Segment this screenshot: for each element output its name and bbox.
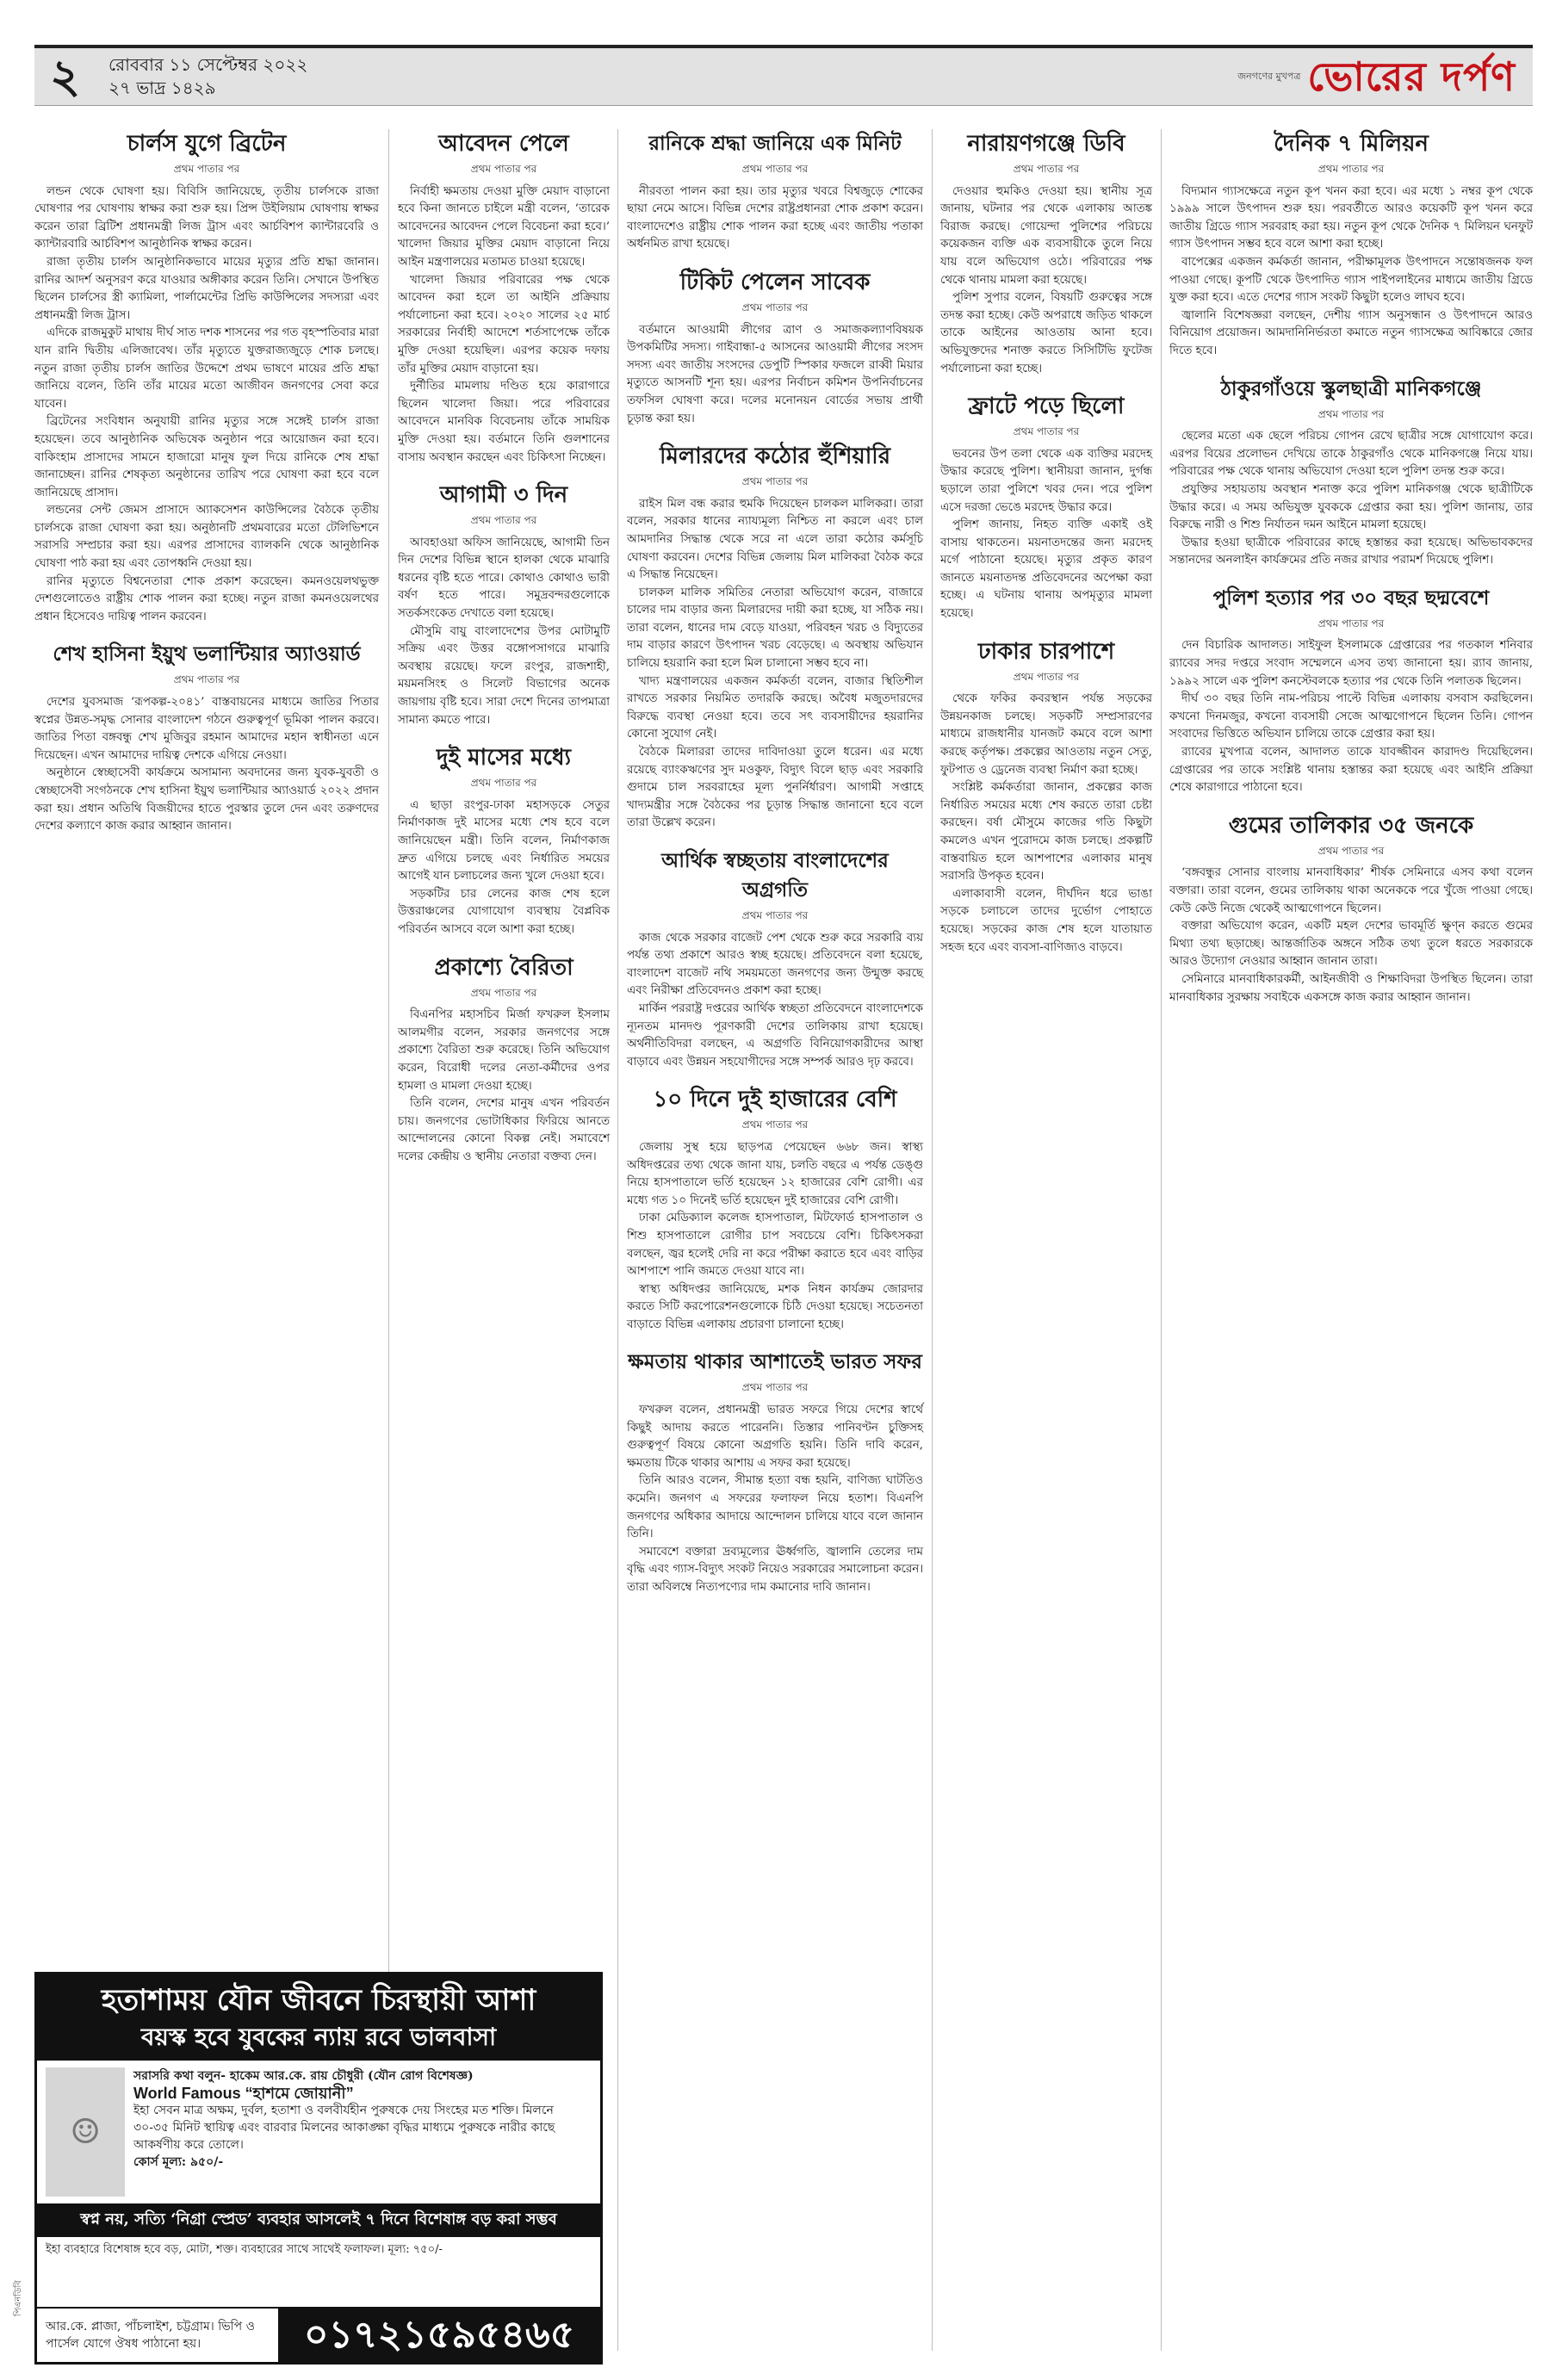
- story-paragraph: তিনি বলেন, দেশের মানুষ এখন পরিবর্তন চায়। জনগণের ভোটাধিকার ফিরিয়ে আনতে আন্দোলনের কোনো বিকল্প নেই। সমাবেশে দলের কেন্দ্রীয় ও স্থানীয় নেতারা বক্তব্য দেন।: [398, 1097, 610, 1163]
- newspaper-logo: [1237, 48, 1516, 105]
- logo-name: ভোরের দর্পণ: [1307, 53, 1516, 100]
- story-paragraph: দীর্ঘ ৩০ বছর তিনি নাম-পরিচয় পাল্টে বিভিন্ন এলাকায় বসবাস করছিলেন। কখনো দিনমজুর, কখনো ব্যবসায়ী সেজে আত্মগোপনে ছিলেন তিনি। গোপন সংবাদের ভিত্তিতে অভিযান চালিয়ে তাকে গ্রেপ্তার করা হয়।: [1169, 692, 1533, 741]
- story-body: [627, 1139, 923, 1335]
- story-paragraph: ভবনের উপ তলা থেকে এক ব্যক্তির মরদেহ উদ্ধার করেছে পুলিশ। স্থানীয়রা জানান, দুর্গন্ধ ছড়ালে তারা পুলিশে খবর দেন। পরে পুলিশ এসে দরজা ভেঙে মরদেহ উদ্ধার করে।: [940, 447, 1152, 514]
- story-paragraph: বিদ্যমান গ্যাসক্ষেত্রে নতুন কূপ খনন করা হবে। এর মধ্যে ১ নম্বর কূপ থেকে ১৯৯৯ সালে উৎপাদন শুরু হয়। পরবর্তীতে আরও কয়েকটি কূপ খনন করে জাতীয় গ্রিডে গ্যাস সরবরাহ করা হয়। নতুন কূপ থেকে দৈনিক ৭ মিলিয়ন ঘনফুট গ্যাস উৎপাদন সম্ভব হবে বলে আশা করা হচ্ছে।: [1169, 184, 1533, 251]
- issue-dates: [108, 53, 307, 100]
- news-story: [940, 129, 1152, 378]
- news-story: [398, 480, 610, 729]
- masthead: [34, 45, 1533, 106]
- story-paragraph: পুলিশ জানায়, নিহত ব্যক্তি একাই ওই বাসায় থাকতেন। ময়নাতদন্তের জন্য মরদেহ মর্গে পাঠানো হয়েছে। মৃত্যুর প্রকৃত কারণ জানতে ময়নাতদন্ত প্রতিবেদনের অপেক্ষা করা হচ্ছে। এ ঘটনায় থানায় অপমৃত্যুর মামলা হয়েছে।: [940, 518, 1152, 621]
- story-paragraph: অনুষ্ঠানে স্বেচ্ছাসেবী কার্যক্রমে অসামান্য অবদানের জন্য যুবক-যুবতী ও স্বেচ্ছাসেবী সংগঠনকে শেখ হাসিনা ইয়ুথ ভলান্টিয়ার অ্যাওয়ার্ড ২০২২ প্রদান করা হয়। প্রধান অতিথি বিজয়ীদের হাতে পুরস্কার তুলে দেন এবং তরুণদের দেশের কল্যাণে কাজ করার আহ্বান জানান।: [34, 766, 379, 834]
- column-separator: [932, 129, 933, 2351]
- ad-phone-number: ০১৭২১৫৯৫৪৬৫: [278, 2309, 600, 2362]
- continued-label: প্রথম পাতার পর: [741, 163, 809, 175]
- story-paragraph: দেন বিচারিক আদালত। সাইফুল ইসলামকে গ্রেপ্তারের পর গতকাল শনিবার র‌্যাবের সদর দপ্তরে সংবাদ সম্মেলনে এসব তথ্য জানানো হয়। র‌্যাব জানায়, ১৯৯২ সালে এক পুলিশ কনস্টেবলকে হত্যার পর থেকে তিনি পলাতক ছিলেন।: [1169, 639, 1533, 688]
- news-story: [940, 392, 1152, 623]
- story-paragraph: বর্তমানে আওয়ামী লীগের ত্রাণ ও সমাজকল্যাণবিষয়ক উপকমিটির সদস্য। গাইবান্ধা-৫ আসনের আওয়ামী লীগের সংসদ সদস্য এবং জাতীয় সংসদের ডেপুটি স্পিকার ফজলে রাব্বী মিয়ার মৃত্যুতে আসনটি শূন্য হয়। এরপর নির্বাচন কমিশন উপনির্বাচনের তফসিল ঘোষণা করে। দলের মনোনয়ন বোর্ডের সভায় প্রার্থী চূড়ান্ত করা হয়।: [627, 323, 923, 425]
- column-5: [1169, 129, 1533, 1020]
- story-paragraph: র‌্যাবের মুখপাত্র বলেন, আদালত তাকে যাবজ্জীবন কারাদণ্ড দিয়েছিলেন। গ্রেপ্তারের পর তাকে সংশ্লিষ্ট থানায় হস্তান্তর করা হয়েছে এবং আইনি প্রক্রিয়া শেষে কারাগারে পাঠানো হবে।: [1169, 746, 1533, 795]
- continued-label: প্রথম পাতার পর: [1013, 670, 1080, 683]
- doctor-photo-icon: ☺: [46, 2067, 125, 2197]
- continued-label: প্রথম পাতার পর: [173, 163, 240, 175]
- story-paragraph: সড়কটির চার লেনের কাজ শেষ হলে উত্তরাঞ্চলের যোগাযোগ ব্যবস্থায় বৈপ্লবিক পরিবর্তন আসবে বলে আশা করা হচ্ছে।: [398, 887, 610, 936]
- story-paragraph: বিএনপির মহাসচিব মির্জা ফখরুল ইসলাম আলমগীর বলেন, সরকার জনগণের সঙ্গে প্রকাশ্যে বৈরিতা শুরু করেছে। তিনি অভিযোগ করেন, বিরোধী দলের নেতা-কর্মীদের ওপর হামলা ও মামলা দেওয়া হচ্ছে।: [398, 1008, 610, 1093]
- news-story: [398, 953, 610, 1167]
- story-paragraph: ‘বঙ্গবন্ধুর সোনার বাংলায় মানবাধিকার’ শীর্ষক সেমিনারে এসব কথা বলেন বক্তারা। তারা বলেন, গুমের তালিকায় থাকা অনেককে পরে খুঁজে পাওয়া গেছে। কেউ কেউ নিজে থেকেই আত্মগোপনে ছিলেন।: [1169, 866, 1533, 915]
- story-paragraph: লন্ডন থেকে ঘোষণা হয়। বিবিসি জানিয়েছে, তৃতীয় চার্লসকে রাজা ঘোষণার পর ঘোষণায় স্বাক্ষর করা শুরু হয়। প্রিন্স উইলিয়াম ঘোষণায় স্বাক্ষর করেন তারা ব্রিটিশ প্রধানমন্ত্রী লিজ ট্রাস এবং আর্চবিশপ ক্যান্টারবেরি ও ক্যান্টারবারি আর্চবিশপ আনুষ্ঠানিক স্বাক্ষর করেন।: [34, 184, 379, 251]
- story-paragraph: নীরবতা পালন করা হয়। তার মৃত্যুর খবরে বিশ্বজুড়ে শোকের ছায়া নেমে আসে। বিভিন্ন দেশের রাষ্ট্রপ্রধানরা শোক প্রকাশ করেন। বাংলাদেশেও রাষ্ট্রীয় শোক পালন করা হচ্ছে এবং জাতীয় পতাকা অর্ধনমিত রাখা হয়েছে।: [627, 184, 923, 251]
- story-body: [627, 930, 923, 1072]
- story-headline: প্রকাশ্যে বৈরিতা: [434, 954, 574, 981]
- story-paragraph: দেওয়ার হুমকিও দেওয়া হয়। স্থানীয় সূত্র জানায়, ঘটনার পর থেকে এলাকায় আতঙ্ক বিরাজ করছে। গোয়েন্দা পুলিশের পরিচয়ে কয়েকজন ব্যক্তি এক ব্যবসায়ীকে তুলে নিয়ে যায় বলে অভিযোগ ওঠে। পরিবারের পক্ষ থেকে থানায় মামলা করা হয়েছে।: [940, 184, 1152, 287]
- story-body: [627, 496, 923, 833]
- news-story: [627, 1348, 923, 1596]
- column-1: [34, 129, 379, 850]
- news-story: [34, 129, 379, 626]
- continued-label: প্রথম পাতার পর: [741, 475, 809, 488]
- side-code: পিএনডিবি: [14, 2280, 23, 2316]
- ad-strip: স্বপ্ন নয়, সত্যি ‘নিগ্রা স্প্রেড’ ব্যবহার আসলেই ৭ দিনে বিশেষাঙ্গ বড় করা সম্ভব: [37, 2203, 600, 2237]
- story-body: [34, 694, 379, 836]
- story-headline: চার্লস যুগে ব্রিটেন: [127, 131, 287, 157]
- story-paragraph: রানির মৃত্যুতে বিশ্বনেতারা শোক প্রকাশ করেছেন। কমনওয়েলথভুক্ত দেশগুলোতেও রাষ্ট্রীয় শোক পালন করা হচ্ছে। নতুন রাজা কমনওয়েলথের প্রধান হিসেবেও দায়িত্ব পালন করবেন।: [34, 574, 379, 623]
- news-story: [398, 129, 610, 467]
- ad-intro: সরাসরি কথা বলুন- হাকেম আর.কে. রায় চৌধুরী (যৌন রোগ বিশেষজ্ঞ): [133, 2069, 474, 2083]
- news-story: [627, 129, 923, 254]
- ad-note: ইহা ব্যবহারে বিশেষাঙ্গ হবে বড়, মোটা, শক্ত। ব্যবহারের সাথে সাথেই ফলাফল। মূল্য: ৭৫০/-: [46, 2243, 443, 2256]
- advertisement: [34, 1972, 603, 2365]
- story-body: [398, 797, 610, 939]
- story-paragraph: মৌসুমি বায়ু বাংলাদেশের উপর মোটামুটি সক্রিয় এবং উত্তর বঙ্গোপসাগরে মাঝারি অবস্থায় রয়েছে। ফলে রংপুর, রাজশাহী, ময়মনসিংহ ও সিলেট বিভাগের অনেক জায়গায় বৃষ্টি হবে। সারা দেশে দিনের তাপমাত্রা সামান্য কমতে পারে।: [398, 624, 610, 727]
- story-headline: নারায়ণগঞ্জে ডিবি: [967, 131, 1125, 157]
- news-story: [627, 846, 923, 1071]
- news-story: [627, 1085, 923, 1334]
- ad-description: ইহা সেবন মাত্র অক্ষম, দুর্বল, হতাশা ও বলবীর্যহীন পুরুষকে দেয় সিংহের মত শক্তি। মিলনে ৩০-৩৫ মিনিট স্থায়িত্ব এবং বারবার মিলনের আকাঙ্ক্ষা বৃদ্ধির মাধ্যমে পুরুষকে নারীর কাছে আকর্ষণীয় করে তোলে।: [133, 2104, 555, 2152]
- story-paragraph: লন্ডনের সেন্ট জেমস প্রাসাদে অ্যাকসেশন কাউন্সিলের বৈঠকে তৃতীয় চার্লসকে রাজা ঘোষণা করা হয়। অনুষ্ঠানটি প্রথমবারের মতো টেলিভিশনে সরাসরি সম্প্রচার করা হয়। এরপর প্রাসাদের ব্যালকনি থেকে আনুষ্ঠানিক ঘোষণা পাঠ করা হয় এবং তোপধ্বনি দেওয়া হয়।: [34, 504, 379, 571]
- story-paragraph: রাইস মিল বন্ধ করার হুমকি দিয়েছেন চালকল মালিকরা। তারা বলেন, সরকার ধানের ন্যায্যমূল্য নিশ্চিত না করলে এবং চাল আমদানির সিদ্ধান্ত থেকে সরে না এলে তারা কঠোর কর্মসূচি ঘোষণা করবেন। দেশের বিভিন্ন জেলায় মিল মালিকরা বৈঠক করে এ সিদ্ধান্ত নিয়েছেন।: [627, 497, 923, 582]
- story-body: [627, 183, 923, 254]
- story-paragraph: থেকে ফকির কবরস্থান পর্যন্ত সড়কের উন্নয়নকাজ চলছে। সড়কটি সম্প্রসারণের মাধ্যমে রাজধানীর যানজট কমবে বলে আশা করছে কর্তৃপক্ষ। প্রকল্পের আওতায় নতুন সেতু, ফুটপাত ও ড্রেনেজ ব্যবস্থা নির্মাণ করা হচ্ছে।: [940, 692, 1152, 777]
- story-headline: ১০ দিনে দুই হাজারের বেশি: [653, 1087, 897, 1113]
- continued-label: প্রথম পাতার পর: [470, 514, 537, 527]
- story-paragraph: ফখরুল বলেন, প্রধানমন্ত্রী ভারত সফরে গিয়ে দেশের স্বার্থে কিছুই আদায় করতে পারেননি। তিস্তার পানিবণ্টন চুক্তিসহ গুরুত্বপূর্ণ বিষয়ে কোনো অগ্রগতি হয়নি। তিনি দাবি করেন, ক্ষমতায় টিকে থাকার আশায় এ সফর করা হয়েছে।: [627, 1404, 923, 1470]
- news-story: [1169, 584, 1533, 797]
- story-paragraph: বাপেক্সের একজন কর্মকর্তা জানান, পরীক্ষামূলক উৎপাদনে সন্তোষজনক ফল পাওয়া গেছে। কূপটি থেকে উৎপাদিত গ্যাস পাইপলাইনের মাধ্যমে জাতীয় গ্রিডে যুক্ত করা হবে। এতে দেশের গ্যাস সংকট কিছুটা হলেও লাঘব হবে।: [1169, 255, 1533, 305]
- news-story: [1169, 129, 1533, 361]
- story-paragraph: রাজা তৃতীয় চার্লস আনুষ্ঠানিকভাবে মায়ের মৃত্যুর প্রতি শ্রদ্ধা জানান। রানির আদর্শ অনুসরণ করে যাওয়ার অঙ্গীকার করেন তিনি। সেখানে উপস্থিত ছিলেন চার্লসের স্ত্রী ক্যামিলা, পার্লামেন্টের প্রিভি কাউন্সিলের সদস্যরা এবং প্রধানমন্ত্রী লিজ ট্রাস।: [34, 255, 379, 322]
- continued-label: প্রথম পাতার পর: [470, 777, 537, 790]
- continued-label: প্রথম পাতার পর: [1318, 617, 1385, 629]
- story-body: [1169, 183, 1533, 361]
- story-paragraph: স্বাস্থ্য অধিদপ্তর জানিয়েছে, মশক নিধন কার্যক্রম জোরদার করতে সিটি করপোরেশনগুলোকে চিঠি দেওয়া হয়েছে। সচেতনতা বাড়াতে বিভিন্ন এলাকায় প্রচারণা চালানো হচ্ছে।: [627, 1282, 923, 1331]
- story-headline: রানিকে শ্রদ্ধা জানিয়ে এক মিনিট: [648, 132, 902, 155]
- continued-label: প্রথম পাতার পর: [741, 301, 809, 313]
- column-3: [627, 129, 923, 1611]
- ad-body: [37, 2061, 600, 2197]
- story-headline: ক্ষমতায় থাকার আশাতেই ভারত সফর: [628, 1350, 922, 1374]
- story-paragraph: ব্রিটেনের সংবিধান অনুযায়ী রানির মৃত্যুর সঙ্গে সঙ্গেই চার্লস রাজা হয়েছেন। তবে আনুষ্ঠানিক অভিষেক অনুষ্ঠান পরে আয়োজন করা হবে। বাকিংহাম প্রাসাদের সামনে হাজারো মানুষ ফুল দিয়ে রানিকে শেষ শ্রদ্ধা জানাচ্ছেন। রানির শেষকৃত্য অনুষ্ঠানের তারিখ পরে ঘোষণা করা হবে বলে জানিয়েছে প্রাসাদ।: [34, 415, 379, 499]
- continued-label: প্রথম পাতার পর: [741, 909, 809, 921]
- story-paragraph: সংশ্লিষ্ট কর্মকর্তারা জানান, প্রকল্পের কাজ নির্ধারিত সময়ের মধ্যে শেষ করতে তারা চেষ্টা করছেন। বর্ষা মৌসুমে কাজের গতি কিছুটা কমলেও এখন পুরোদমে কাজ চলছে। প্রকল্পটি বাস্তবায়িত হলে আশপাশের এলাকার মানুষ সরাসরি উপকৃত হবেন।: [940, 781, 1152, 883]
- continued-label: প্রথম পাতার পর: [173, 673, 240, 686]
- continued-label: প্রথম পাতার পর: [1318, 407, 1385, 420]
- ad-footer: [37, 2307, 600, 2362]
- story-paragraph: এ ছাড়া রংপুর-ঢাকা মহাসড়কে সেতুর নির্মাণকাজ দুই মাসের মধ্যে শেষ হবে বলে জানিয়েছেন মন্ত্রী। তিনি বলেন, নির্মাণকাজ দ্রুত এগিয়ে চলছে এবং নির্ধারিত সময়ের আগেই যান চলাচলের জন্য খুলে দেওয়া হবে।: [398, 798, 610, 883]
- news-story: [1169, 375, 1533, 570]
- story-body: [940, 691, 1152, 957]
- continued-label: প্রথম পাতার পর: [1013, 425, 1080, 438]
- story-headline: ফ্রাটে পড়ে ছিলো: [968, 394, 1125, 420]
- story-headline: গুমের তালিকার ৩৫ জনকে: [1228, 812, 1474, 839]
- story-headline: পুলিশ হত্যার পর ৩০ বছর ছদ্মবেশে: [1212, 586, 1490, 610]
- column-separator: [1161, 129, 1162, 2351]
- story-headline: দুই মাসের মধ্যে: [436, 745, 572, 772]
- story-paragraph: জেলায় সুস্থ হয়ে ছাড়পত্র পেয়েছেন ৬৬৮ জন। স্বাস্থ্য অধিদপ্তরের তথ্য থেকে জানা যায়, চলতি বছরে এ পর্যন্ত ডেঙ্গু নিয়ে হাসপাতালে ভর্তি হয়েছেন ১২ হাজারের বেশি রোগী। এর মধ্যে গত ১০ দিনেই ভর্তি হয়েছেন দুই হাজারের বেশি রোগী।: [627, 1140, 923, 1207]
- story-paragraph: তিনি আরও বলেন, সীমান্ত হত্যা বন্ধ হয়নি, বাণিজ্য ঘাটতিও কমেনি। জনগণ এ সফরের ফলাফল নিয়ে হতাশ। বিএনপি জনগণের অধিকার আদায়ে আন্দোলন চালিয়ে যাবে বলে জানান তিনি।: [627, 1474, 923, 1541]
- continued-label: প্রথম পাতার পর: [470, 163, 537, 175]
- story-headline: মিলারদের কঠোর হুঁশিয়ারি: [660, 443, 890, 470]
- news-story: [34, 640, 379, 835]
- story-paragraph: এলাকাবাসী বলেন, দীর্ঘদিন ধরে ভাঙা সড়কে চলাচলে তাদের দুর্ভোগ পোহাতে হয়েছে। সড়কের কাজ শেষ হলে যাতায়াত সহজ হবে এবং ব্যবসা-বাণিজ্যও বাড়বে।: [940, 887, 1152, 954]
- story-body: [1169, 428, 1533, 570]
- logo-tagline: জনগণের মুখপত্র: [1237, 70, 1301, 82]
- story-paragraph: আবহাওয়া অফিস জানিয়েছে, আগামী তিন দিন দেশের বিভিন্ন স্থানে হালকা থেকে মাঝারি ধরনের বৃষ্টি হতে পারে। কোথাও কোথাও ভারী বর্ষণ হতে পারে। সমুদ্রবন্দরগুলোকে সতর্কসংকেত দেখাতে বলা হয়েছে।: [398, 536, 610, 621]
- continued-label: প্রথম পাতার পর: [470, 986, 537, 999]
- story-paragraph: সেমিনারে মানবাধিকারকর্মী, আইনজীবী ও শিক্ষাবিদরা উপস্থিত ছিলেন। তারা মানবাধিকার সুরক্ষায় সবাইকে একসঙ্গে কাজ করার আহ্বান জানান।: [1169, 972, 1533, 1004]
- story-headline: আগামী ৩ দিন: [439, 482, 568, 509]
- story-paragraph: বক্তারা অভিযোগ করেন, একটি মহল দেশের ভাবমূর্তি ক্ষুণ্ন করতে গুমের মিথ্যা তথ্য ছড়াচ্ছে। আন্তর্জাতিক অঙ্গনে সঠিক তথ্য তুলে ধরতে সরকারকে আরও উদ্যোগ নেওয়ার আহ্বান জানান তারা।: [1169, 920, 1533, 969]
- story-paragraph: দেশের যুবসমাজ ‘রূপকল্প-২০৪১’ বাস্তবায়নের মাধ্যমে জাতির পিতার স্বপ্নের উন্নত-সমৃদ্ধ সোনার বাংলাদেশ গঠনে গুরুত্বপূর্ণ ভূমিকা পালন করবে। জাতির পিতা বঙ্গবন্ধু শেখ মুজিবুর রহমান আমাদের মহান স্বাধীনতা এনে দিয়েছেন। এখন আমাদের দায়িত্ব দেশকে এগিয়ে নেওয়া।: [34, 696, 379, 762]
- story-body: [940, 446, 1152, 623]
- story-paragraph: ছেলের মতো এক ছেলে পরিচয় গোপন রেখে ছাত্রীর সঙ্গে যোগাযোগ করে। এরপর বিয়ের প্রলোভন দেখিয়ে তাকে ঠাকুরগাঁও থেকে মানিকগঞ্জে নিয়ে যায়। পরিবারের পক্ষ থেকে থানায় অভিযোগ দেওয়া হলে পুলিশ তদন্ত শুরু করে।: [1169, 430, 1533, 479]
- story-body: [398, 183, 610, 468]
- story-paragraph: খাদ্য মন্ত্রণালয়ের একজন কর্মকর্তা বলেন, বাজার স্থিতিশীল রাখতে সরকার নিয়মিত তদারকি করছে। অবৈধ মজুতদারদের বিরুদ্ধে ব্যবস্থা নেওয়া হবে। তবে সৎ ব্যবসায়ীদের হয়রানির কোনো সুযোগ নেই।: [627, 674, 923, 741]
- news-story: [1169, 811, 1533, 1007]
- story-body: [627, 322, 923, 429]
- story-paragraph: মার্কিন পররাষ্ট্র দপ্তরের আর্থিক স্বচ্ছতা প্রতিবেদনে বাংলাদেশকে ন্যূনতম মানদণ্ড পূরণকারী দেশের তালিকায় রাখা হয়েছে। অর্থনীতিবিদরা বলছেন, এ অগ্রগতি বিনিয়োগকারীদের আস্থা বাড়াবে এবং উন্নয়ন সহযোগীদের সঙ্গে সম্পর্ক আরও দৃঢ় করবে।: [627, 1001, 923, 1069]
- story-body: [398, 535, 610, 730]
- story-body: [398, 1007, 610, 1166]
- news-story: [627, 442, 923, 833]
- story-paragraph: প্রযুক্তির সহায়তায় অবস্থান শনাক্ত করে পুলিশ মানিকগঞ্জ থেকে ছাত্রীটিকে উদ্ধার করে। এ সময় অভিযুক্ত যুবককে গ্রেপ্তার করা হয়। পুলিশ জানায়, তার বিরুদ্ধে নারী ও শিশু নির্যাতন দমন আইনে মামলা হয়েছে।: [1169, 482, 1533, 532]
- ad-address: আর.কে. প্লাজা, পাঁচলাইশ, চট্টগ্রাম। ভিপি ও পার্সেল যোগে ঔষধ পাঠানো হয়।: [46, 2320, 255, 2351]
- story-body: [940, 183, 1152, 379]
- story-paragraph: ঢাকা মেডিক্যাল কলেজ হাসপাতাল, মিটফোর্ড হাসপাতাল ও শিশু হাসপাতালে রোগীর চাপ সবচেয়ে বেশি। চিকিৎসকরা বলছেন, জ্বর হলেই দেরি না করে পরীক্ষা করাতে হবে এবং বাড়ির আশপাশে পানি জমতে দেওয়া যাবে না।: [627, 1212, 923, 1279]
- story-headline: ঢাকার চারপাশে: [977, 638, 1115, 665]
- story-paragraph: জ্বালানি বিশেষজ্ঞরা বলছেন, দেশীয় গ্যাস অনুসন্ধান ও উৎপাদনে আরও বিনিয়োগ প্রয়োজন। আমদানিনির্ভরতা কমাতে নতুন গ্যাসক্ষেত্র আবিষ্কারে জোর দিতে হবে।: [1169, 308, 1533, 357]
- news-story: [627, 268, 923, 428]
- news-story: [940, 637, 1152, 958]
- continued-label: প্রথম পাতার পর: [1318, 844, 1385, 857]
- bangla-date: ২৭ ভাদ্র ১৪২৯: [108, 77, 216, 98]
- continued-label: প্রথম পাতার পর: [1318, 163, 1385, 175]
- ad-text: [133, 2067, 592, 2197]
- story-headline: আর্থিক স্বচ্ছতায় বাংলাদেশের অগ্রগতি: [661, 849, 889, 902]
- story-headline: শেখ হাসিনা ইয়ুথ ভলান্টিয়ার অ্যাওয়ার্ড: [53, 642, 361, 666]
- story-paragraph: উদ্ধার হওয়া ছাত্রীকে পরিবারের কাছে হস্তান্তর করা হয়েছে। অভিভাবকদের সন্তানদের অনলাইন কার্যক্রমের প্রতি নজর রাখার পরামর্শ দিয়েছে পুলিশ।: [1169, 536, 1533, 567]
- column-4: [940, 129, 1152, 970]
- story-headline: টিকিট পেলেন সাবেক: [679, 269, 871, 295]
- continued-label: প্রথম পাতার পর: [741, 1119, 809, 1131]
- story-paragraph: সমাবেশে বক্তারা দ্রব্যমূল্যের ঊর্ধ্বগতি, জ্বালানি তেলের দাম বৃদ্ধি এবং গ্যাস-বিদ্যুৎ সংকট নিয়েও সরকারের সমালোচনা করেন। তারা অবিলম্বে নিত্যপণ্যের দাম কমানোর দাবি জানান।: [627, 1545, 923, 1594]
- story-body: [1169, 637, 1533, 796]
- story-body: [34, 183, 379, 627]
- story-headline: ঠাকুরগাঁওয়ে স্কুলছাত্রী মানিকগঞ্জে: [1220, 376, 1482, 400]
- column-separator: [617, 129, 618, 2351]
- story-paragraph: নির্বাহী ক্ষমতায় দেওয়া মুক্তি মেয়াদ বাড়ানো হবে কিনা জানতে চাইলে মন্ত্রী বলেন, ‘তারেক আবেদনের আবেদন পেলে বিবেচনা করা হবে।’ খালেদা জিয়ার মুক্তির মেয়াদ বাড়ানো নিয়ে আইন মন্ত্রণালয়ের মতামত চাওয়া হয়েছে।: [398, 184, 610, 269]
- ad-headline-1: হতাশাময় যৌন জীবনে চিরস্থায়ী আশা: [37, 1974, 600, 2021]
- story-paragraph: দুর্নীতির মামলায় দণ্ডিত হয়ে কারাগারে ছিলেন খালেদা জিয়া। পরে পরিবারের আবেদনে মানবিক বিবেচনায় তাঁকে সাময়িক মুক্তি দেওয়া হয়। বর্তমানে তিনি গুলশানের বাসায় অবস্থান করছেন এবং চিকিৎসা নিচ্ছেন।: [398, 380, 610, 464]
- story-paragraph: এদিকে রাজমুকুট মাথায় দীর্ঘ সাত দশক শাসনের পর গত বৃহস্পতিবার মারা যান রানি দ্বিতীয় এলিজাবেথ। তাঁর মৃত্যুতে যুক্তরাজ্যজুড়ে শোক চলছে। নতুন রাজা তৃতীয় চার্লস জাতির উদ্দেশে প্রথম ভাষণে মায়ের প্রতি শ্রদ্ধা জানিয়ে বলেন, তিনি তাঁর মায়ের মতো আজীবন জনগণের সেবা করে যাবেন।: [34, 326, 379, 411]
- story-paragraph: খালেদা জিয়ার পরিবারের পক্ষ থেকে আবেদন করা হলে তা আইনি প্রক্রিয়ায় পর্যালোচনা করা হবে। ২০২০ সালের ২৫ মার্চ সরকারের নির্বাহী আদেশে শর্তসাপেক্ষে তাঁকে মুক্তি দেওয়া হয়েছিল। এরপর কয়েক দফায় তাঁর মুক্তির মেয়াদ বাড়ানো হয়।: [398, 273, 610, 375]
- gregorian-date: রোববার ১১ সেপ্টেম্বর ২০২২: [108, 54, 308, 75]
- story-paragraph: কাজ থেকে সরকার বাজেট পেশ থেকে শুরু করে সরকারি ব্যয় পর্যন্ত তথ্য প্রকাশে আরও স্বচ্ছ হয়েছে। প্রতিবেদনে বলা হয়েছে, বাংলাদেশ বাজেট নথি সময়মতো জনগণের জন্য উন্মুক্ত করছে এবং নিরীক্ষা প্রতিবেদনও প্রকাশ করা হচ্ছে।: [627, 931, 923, 998]
- column-2: [398, 129, 610, 1181]
- story-paragraph: পুলিশ সুপার বলেন, বিষয়টি গুরুত্বের সঙ্গে তদন্ত করা হচ্ছে। কেউ অপরাধে জড়িত থাকলে তাকে আইনের আওতায় আনা হবে। অভিযুক্তদের শনাক্ত করতে সিসিটিভি ফুটেজ পর্যালোচনা করা হচ্ছে।: [940, 291, 1152, 375]
- story-paragraph: চালকল মালিক সমিতির নেতারা অভিযোগ করেন, বাজারে চালের দাম বাড়ার জন্য মিলারদের দায়ী করা হচ্ছে, যা সঠিক নয়। তারা বলেন, ধানের দাম বেড়ে যাওয়া, পরিবহন খরচ ও বিদ্যুতের দাম বাড়ার কারণে উৎপাদন খরচ বেড়েছে। এ অবস্থায় অভিযান চালিয়ে হয়রানি করা হলে মিল চালানো সম্ভব হবে না।: [627, 586, 923, 671]
- story-body: [1169, 865, 1533, 1007]
- continued-label: প্রথম পাতার পর: [741, 1381, 809, 1394]
- ad-price: কোর্স মূল্য: ৯৫০/-: [133, 2155, 224, 2169]
- story-headline: দৈনিক ৭ মিলিয়ন: [1274, 131, 1429, 157]
- ad-product-name: World Famous “হাশমে জোয়ানী”: [133, 2085, 354, 2102]
- continued-label: প্রথম পাতার পর: [1013, 163, 1080, 175]
- ad-headline-2: বয়স্ক হবে যুবকের ন্যায় রবে ভালবাসা: [37, 2021, 600, 2061]
- story-headline: আবেদন পেলে: [438, 131, 569, 157]
- page-number: ২: [50, 48, 81, 103]
- story-body: [627, 1402, 923, 1597]
- story-paragraph: বৈঠকে মিলাররা তাদের দাবিদাওয়া তুলে ধরেন। এর মধ্যে রয়েছে ব্যাংকঋণের সুদ মওকুফ, বিদ্যুৎ বিলে ছাড় এবং সরকারি গুদামে চাল সরবরাহের মূল্য পুনর্নির্ধারণ। আগামী সপ্তাহে খাদ্যমন্ত্রীর সঙ্গে বৈঠকের পর চূড়ান্ত সিদ্ধান্ত জানানো হবে বলে তারা উল্লেখ করেন।: [627, 746, 923, 830]
- news-story: [398, 743, 610, 939]
